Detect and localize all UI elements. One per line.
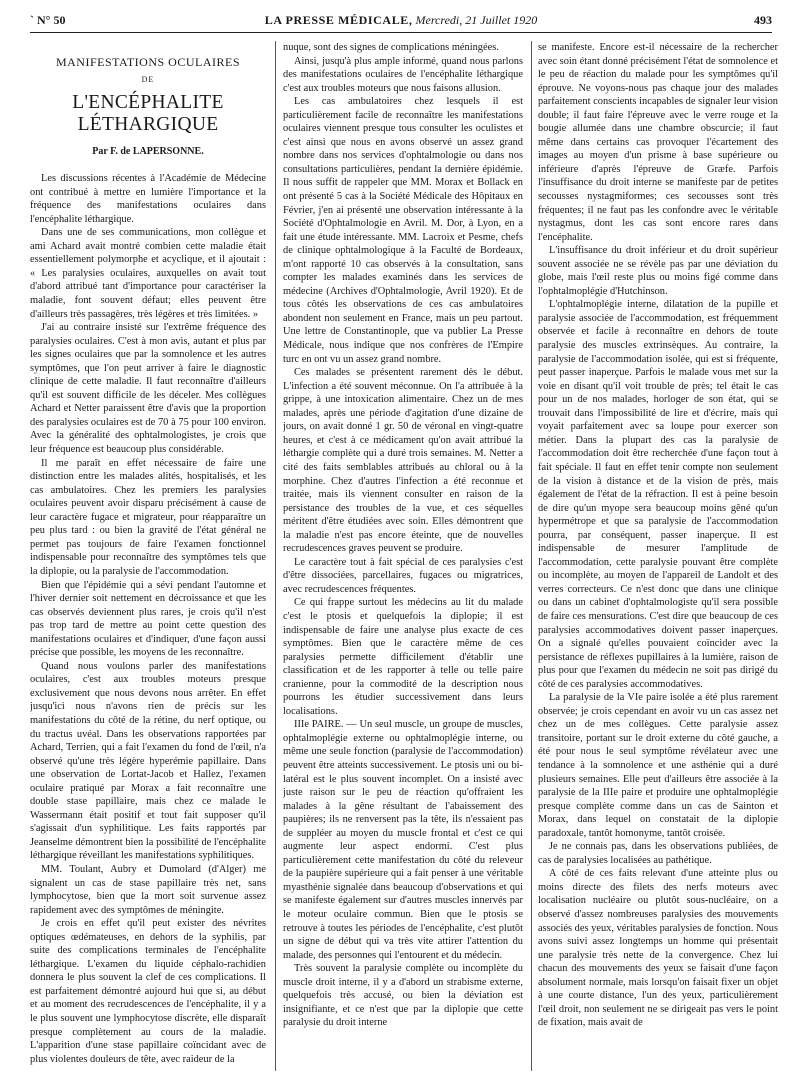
column-3 bbox=[538, 41, 778, 1076]
paragraph: J'ai au contraire insisté sur l'extrême fréquence des paralysies oculaires. C'est à mon avis, autant et plus par les signes oculaires que par la somnolence et les autres symptômes, que l'on peut arriver à faire le diagnostic clinique de cette maladie. Il faut reconnaître d'ailleurs qu'il est souvent difficile de les déceler. Mes collègues Achard et Netter paraissent être d'avis que la proportion des paralysies oculaires est de 70 à 75 pour 100 environ. Avec la généralité des ophtalmologistes, je crois que leur fréquence est beaucoup plus considérable. bbox=[30, 322, 266, 456]
article-title: L'ENCÉPHALITE LÉTHARGIQUE bbox=[72, 91, 224, 135]
paragraph: Les discussions récentes à l'Académie de Médecine ont contribué à mettre en lumière l'importance et la fréquence des manifestations oculaires dans l'encéphalite léthargique. bbox=[30, 173, 266, 225]
paragraph: Je ne connais pas, dans les observations publiées, de cas de paralysies localisées au pathétique. bbox=[538, 841, 778, 866]
paragraph: La paralysie de la VIe paire isolée a été plus rarement observée; je crois cependant en avoir vu un cas assez net chez un de mes collègues. Cette paralysie assez transitoire, portant sur le droit externe du côté gauche, a été pour nous le seul symptôme révélateur avec une tendance à la somnolence et une asthénie qui a duré plusieurs semaines. Elle peut d'ailleurs être associée à la paralysie de la IIIe paire et produire une ophtalmoplégie presque complète comme dans un cas de Sainton et Morax, dans lequel on constatait de la diplopie paradoxale, tantôt homonyme, tantôt croisée. bbox=[538, 692, 778, 839]
column-2-body bbox=[283, 41, 523, 1030]
article-byline: Par F. de LAPERSONNE. bbox=[92, 145, 204, 157]
paragraph: Les cas ambulatoires chez lesquels il est particulièrement facile de reconnaître les manifestations oculaires viennent presque tous consulter les oculistes et c'est ainsi que nous en avons observé un assez grand nombre dans nos services d'ophtalmologie ou dans nos consultations particulières, pendant la dernière épidémie. Il nous suffit de rappeler que MM. Morax et Bollack en ont présenté 5 cas à la Société Médicale des Hôpitaux en Février, j'en ai présenté une observation intéressante à la Société d'Ophtalmologie en Avril. M. Dor, à Lyon, en a fait une étude intéressante. MM. Lacroix et Pesme, chefs de clinique ophtalmologique à la Faculté de Bordeaux, m'ont rapporté 10 cas observés à la consultation, sans compter les malades examinés dans les services de médecine (Archives d'Ophtalmologie, Avril 1920). Et de tous côtés les observations de ces cas ambulatoires abondent non seulement en France, mais un peu partout. Une lettre de Constantinople, que va publier La Presse Médicale, nous indique que nos confrères de l'Empire turc en ont vu un assez grand nombre. bbox=[283, 96, 523, 365]
paragraph: IIIe PAIRE. — Un seul muscle, un groupe de muscles, ophtalmoplégie externe ou ophtalmoplégie interne, ou même une seule fonction (paralysie de l'accommodation) peuvent être atteints successivement. Le ptosis uni ou bi-latéral est le plus souvent incomplet. On a insisté avec juste raison sur le peu de réaction qu'offraient les malades à la gêne résultant de l'abaissement des paupières; ils ne renversent pas la tête, ils n'essaient pas de suppléer au moyen du muscle frontal et c'est ce qui augmente leur aspect endormi. C'est plus particulièrement cette manifestation du côté du releveur de la paupière supérieure qui a fait penser à une véritable myasthénie signalée dans beaucoup d'observations et qui se manifeste également sur d'autres muscles innervés par le moteur oculaire commun. Bien que le ptosis se retrouve à toutes les périodes de l'encéphalite, c'est plutôt un signe de début qui va très vite attirer l'attention du malade, des personnes qui l'entourent et du médecin. bbox=[283, 719, 523, 961]
paragraph: Ce qui frappe surtout les médecins au lit du malade c'est le ptosis et quelquefois la diplopie; il est indispensable de faire une analyse plus exacte de ces symptômes. Bien que le caractère même de ces paralysies permette difficilement d'établir une classification et de les rapporter à telle ou telle paire cranienne, pour la commodité de la description nous pourrons les étudier successivement dans leurs localisations. bbox=[283, 597, 523, 717]
article-kicker: MANIFESTATIONS OCULAIRES bbox=[55, 55, 241, 69]
column-1-body bbox=[30, 172, 266, 1066]
paragraph: nuque, sont des signes de complications méningées. bbox=[283, 42, 499, 53]
column-rule bbox=[275, 41, 276, 1071]
paragraph: Ces malades se présentent rarement dès le début. L'infection a été souvent méconnue. On l'a attribuée à la grippe, à une intoxication alimentaire. Chez un de mes malades, après une période d'agitation d'une dizaine de jours, on avait donné 1 gr. 50 de véronal en vingt-quatre heures, et c'est à ce médicament qu'on avait attribué la léthargie complète qui a duré trois semaines. M. Netter a cité des faits semblables attribués au chloral ou à la morphine. Chez d'autres l'infection a été reconnue et traitée, mais ils viennent consulter en raison de la persistance des troubles de la vue, et ces séquelles méritent d'être étudiées avec soin. Elles démontrent que la maladie n'est pas encore éteinte, que de nouvelles recrudescences graves peuvent se produire. bbox=[283, 367, 523, 555]
paragraph: Le caractère tout à fait spécial de ces paralysies c'est d'être dissociées, parcellaires, fugaces ou migratrices, avec recrudescences fréquentes. bbox=[283, 556, 523, 595]
article-title-connector: DE bbox=[141, 75, 155, 84]
paragraph: Je crois en effet qu'il peut exister des névrites optiques œdémateuses, en dehors de la syphilis, par suite des complications terminales de l'encéphalite léthargique. L'examen du liquide céphalo-rachidien donnera le plus souvent la clef de ces complications. Il est parfaitement démontré aujourd hui que si, au début et au moment des recrudescences de l'encéphalite, il y a le plus souvent une lymphocytose discrète, elle disparaît presque complètement au cours de la maladie. L'apparition d'une stase papillaire coïncidant avec de plus violentes douleurs de tête, avec raideur de la bbox=[30, 918, 266, 1065]
column-1 bbox=[30, 41, 266, 1076]
issue-date: Mercredi, 21 Juillet 1920 bbox=[415, 13, 538, 27]
paragraph: Très souvent la paralysie complète ou incomplète du muscle droit interne, il y a d'abord un strabisme externe, quelquefois très accusé, ou bien la déviation est insignifiante, et ce n'est que par la diplopie que cette paralysie du droit interne bbox=[283, 963, 523, 1029]
page-header bbox=[30, 10, 772, 33]
page-number: 493 bbox=[754, 13, 772, 27]
journal-name: LA PRESSE MÉDICALE, bbox=[264, 13, 413, 27]
article-title-block bbox=[30, 55, 266, 158]
paragraph: Ainsi, jusqu'à plus ample informé, quand nous parlons des manifestations oculaires de l'encéphalite léthargique c'est aux troubles moteurs que nous faisons allusion. bbox=[283, 55, 523, 94]
paragraph: MM. Toulant, Aubry et Dumolard (d'Alger) me signalent un cas de stase papillaire très net, sans lymphocytose, bien que la mort soit survenue assez rapidement avec des symptômes de méningite. bbox=[30, 863, 266, 916]
issue-number: ˋ N° 50 bbox=[30, 13, 66, 27]
paragraph: Bien que l'épidémie qui a sévi pendant l'automne et l'hiver dernier soit nettement en décroissance et que les cas observés deviennent plus rares, je crois qu'il n'est pas trop tard de mettre au point cette question des manifestations oculaires et d'indiquer, d'une façon aussi précise que possible, les moyens de les reconnaître. bbox=[30, 579, 266, 659]
paragraph: Il me paraît en effet nécessaire de faire une distinction entre les malades alités, hospitalisés, et les cas ambulatoires. Chez les premiers les paralysies oculaires peuvent avoir disparu précisément à cause de leur caractère fugace et migrateur, pour réapparaître un peu plus tard : ou bien la gravité de l'état général ne permet pas toujours de faire l'examen fonctionnel indispensable pour reconnaître des symptômes tels que la diplopie, ou la paralysie de l'accommodation. bbox=[30, 457, 266, 577]
paragraph: A côté de ces faits relevant d'une atteinte plus ou moins directe des filets des nerfs moteurs avec localisation nucléaire ou plutôt sous-nucléaire, on a observé d'assez nombreuses paralysies des mouvements associés des yeux, véritables paralysies de fonction. Nous avons suivi assez longtemps un homme qui présentait une paralysie très nette de la convergence. Chez lui chacun des mouvements des yeux se faisait d'une façon absolument normale, mais lorsqu'on faisait fixer un objet à une courte distance, l'un des yeux, particulièrement l'œil droit, non seulement ne se dirigeait pas vers le point de fixation, mais avait de bbox=[538, 868, 778, 1029]
paragraph: L'ophtalmoplégie interne, dilatation de la pupille et paralysie associée de l'accommodation, est fréquemment observée et facile à reconnaître en dehors de toute paralysie des muscles extrinsèques. Au contraire, la paralysie de l'accommodation isolée, qui est si fréquente, peut passer inaperçue. Parfois le malade vous met sur la voie en disant qu'il voit trouble de près; tel était le cas pour un de nos malades, horloger de son état, qui se trouvait dans l'impossibilité de lire et d'écrire, mais qui voyait parfaitement avec sa loupe pour exercer son métier. Dans la plupart des cas la paralysie de l'accommodation doit être recherchée d'une façon tout à fait spéciale. Il faut en effet tenir compte non seulement de la vision à distance et de la vision de près, mais également de l'état de la réfraction. Il est à peine besoin de dire qu'un myope sera beaucoup moins gêné qu'un hypermétrope et que sa paralysie de l'accommodation pourra, par conséquent, passer inaperçue. Il est indispensable de mesurer l'amplitude de l'accommodation, cette paralysie pouvant être complète ou incomplète, au moyen de l'appareil de Landolt et des verres correcteurs. Ce n'est donc que dans une clinique ou dans un cabinet d'ophtalmologiste qu'il sera possible de faire ces mensurations. C'est dire que beaucoup de ces paralysies accommodatives doivent passer inaperçues. On a signalé qu'elles pouvaient coïncider avec la persistance de réflexes pupillaires à la lumière, raison de plus pour que l'examen du médecin ne soit pas dirigé du côté de ces paralysies accommodatives. bbox=[538, 299, 778, 690]
column-3-body bbox=[538, 41, 778, 1030]
column-2 bbox=[283, 41, 523, 1076]
masthead bbox=[30, 10, 772, 30]
paragraph: L'insuffisance du droit inférieur et du droit supérieur souvent associée ne se révèle pas par une déviation du globe, mais l'œil reste plus ou moins figé comme dans l'ophtalmoplégie d'Hutchinson. bbox=[538, 245, 778, 297]
paragraph: Dans une de ses communications, mon collègue et ami Achard avait montré combien cette maladie était essentiellement polymorphe et acyclique, et il ajoutait : « Les paralysies oculaires, auxquelles on avait tout d'abord attribué tant d'importance pour caractériser la maladie, font souvent défaut; elles peuvent être d'ailleurs très passagères, très légères et très limitées. » bbox=[30, 227, 266, 320]
column-rule bbox=[531, 41, 532, 1071]
paragraph: Quand nous voulons parler des manifestations oculaires, c'est aux troubles moteurs presque exclusivement que nous devons nous arrêter. En effet jusqu'ici nous n'avons rien de précis sur les manifestations du côté de la rétine, du nerf optique, ou du tractus uvéal. Dans les observations rapportées par Achard, Terrien, qui a fait l'examen du fond de l'œil, n'a observé qu'une très légère hyperémie papillaire. Dans une observation de Lortat-Jacob et Hallez, l'examen oculaire pratiqué par Morax a fait reconnaître une double stase papillaire, mais chez ce malade le Wassermann était positif et tout fait supposer qu'il s'agissait d'un syphilitique. Les faits rapportés par Jeanselme démontrent bien la possibilité de l'encéphalite léthargique réveillant les manifestations syphilitiques. bbox=[30, 660, 266, 862]
paragraph: se manifeste. Encore est-il nécessaire de la rechercher avec soin étant donné précisément l'état de somnolence et le peu de réaction du malade pour les symptômes qu'il éprouve. Ne voyons-nous pas chaque jour des malades parfaitement conscients incapables de signaler leur vision double; il faut faire l'épreuve avec le verre rouge et la bougie allumée dans une chambre obscurcie; il faut même dans certains cas provoquer l'écartement des images au moyen d'un prisme à base supérieure ou inférieure d'après l'épreuve de Græfe. Parfois l'insuffisance du droit interne se manifeste par de petites secousses nystagmiformes; ces secousses sont très fréquentes; il ne faut pas les confondre avec le véritable nystagmus, dont les cas sont encore rares dans l'encéphalite. bbox=[538, 42, 778, 243]
